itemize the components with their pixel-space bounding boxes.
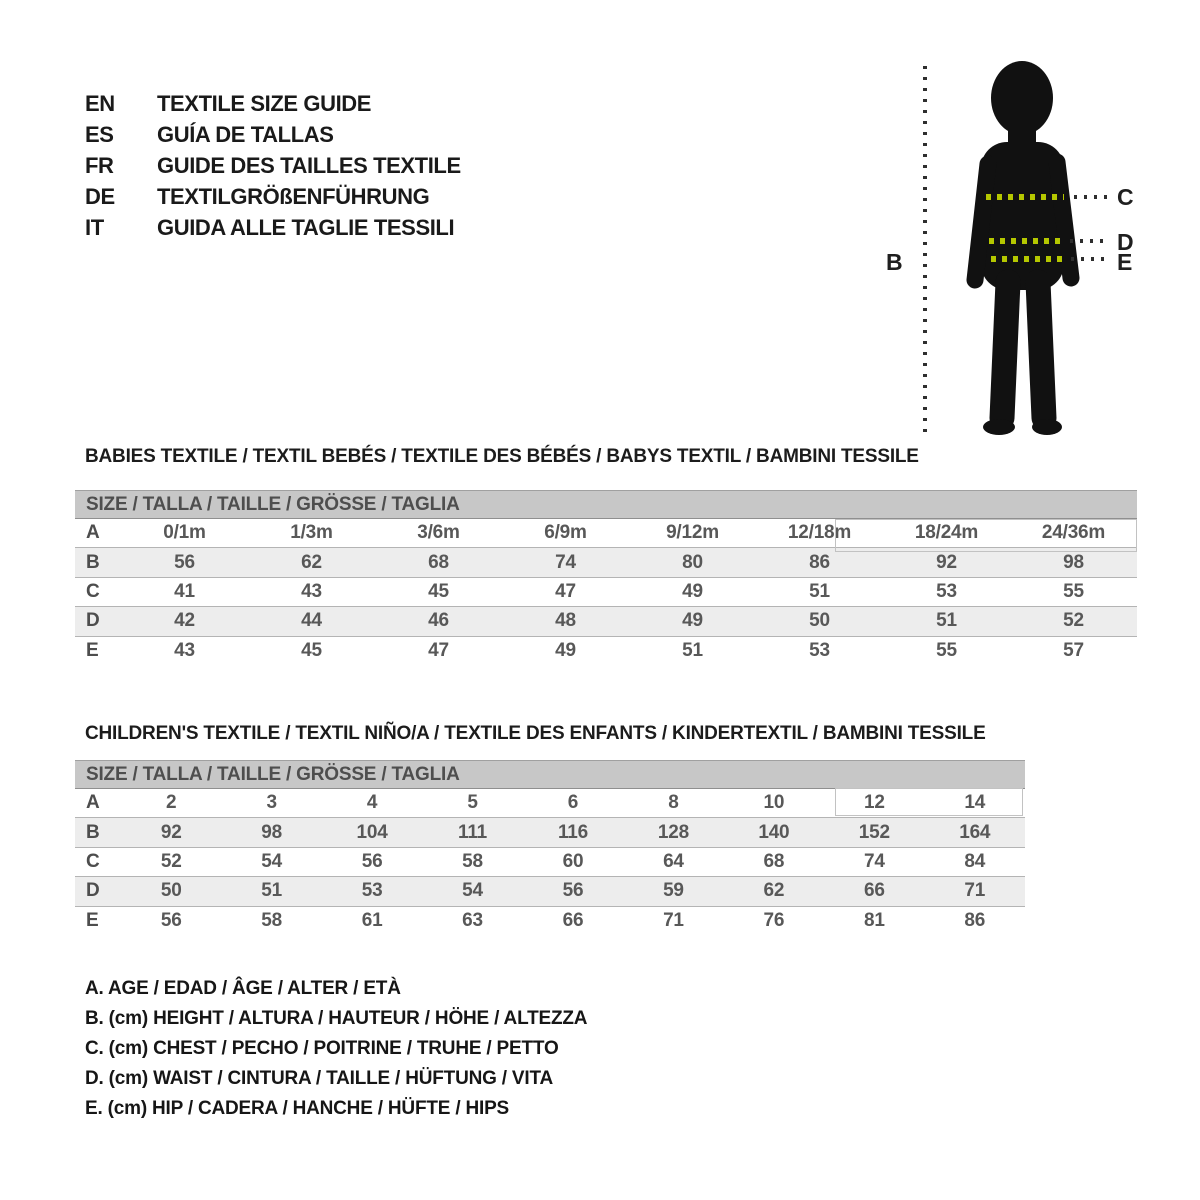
table-cell: 66	[863, 880, 885, 902]
babies-section-title: BABIES TEXTILE / TEXTIL BEBÉS / TEXTILE DES BÉBÉS / BABYS TEXTIL / BAMBINI TESSILE	[85, 446, 919, 467]
language-list	[85, 88, 461, 243]
language-row-fr	[85, 150, 461, 181]
table-cell: 45	[428, 580, 449, 602]
table-cell: 56	[174, 551, 195, 573]
table-cell: 84	[964, 850, 986, 872]
table-cell: 53	[936, 580, 957, 602]
table-cell: 66	[562, 910, 584, 932]
children-table-header: SIZE / TALLA / TAILLE / GRÖSSE / TAGLIA	[75, 760, 1025, 789]
babies-size-table	[75, 490, 1137, 666]
table-cell: 46	[428, 610, 449, 632]
table-cell: 47	[428, 640, 449, 662]
language-label: GUIDE DES TAILLES TEXTILE	[157, 152, 461, 178]
table-cell: 3/6m	[417, 522, 460, 544]
language-label: TEXTILGRÖßENFÜHRUNG	[157, 183, 430, 209]
table-cell: 2	[166, 792, 177, 814]
table-cell: 44	[301, 610, 322, 632]
language-code: EN	[85, 90, 115, 116]
table-cell: 52	[1063, 610, 1084, 632]
language-row-it	[85, 212, 461, 243]
row-label: D	[86, 880, 100, 902]
table-cell: 116	[557, 821, 589, 843]
table-cell: 53	[361, 880, 383, 902]
language-code: FR	[85, 152, 114, 178]
table-cell: 74	[555, 551, 576, 573]
table-cell: 55	[1063, 580, 1084, 602]
table-cell: 55	[936, 640, 957, 662]
row-label: A	[86, 792, 100, 814]
language-code: IT	[85, 214, 104, 240]
table-cell: 80	[682, 551, 703, 573]
table-cell: 51	[936, 610, 957, 632]
table-cell: 98	[261, 821, 283, 843]
babies-table-header: SIZE / TALLA / TAILLE / GRÖSSE / TAGLIA	[75, 490, 1137, 519]
height-label: B	[886, 249, 903, 275]
table-cell: 4	[366, 792, 378, 814]
table-cell: 92	[936, 551, 957, 573]
table-cell: 48	[555, 610, 576, 632]
chest-label: C	[1117, 184, 1134, 210]
table-cell: 64	[663, 850, 684, 872]
table-cell: 62	[763, 880, 785, 902]
table-cell: 128	[657, 821, 689, 843]
table-cell: 59	[663, 880, 684, 902]
table-cell: 86	[809, 551, 830, 573]
table-cell: 49	[555, 640, 576, 662]
table-cell: 49	[682, 580, 703, 602]
table-cell: 63	[462, 910, 483, 932]
table-cell: 62	[301, 551, 322, 573]
table-row-b	[75, 818, 1025, 847]
table-cell: 42	[174, 610, 195, 632]
language-label: TEXTILE SIZE GUIDE	[157, 90, 372, 116]
table-cell: 3	[266, 792, 277, 814]
table-row-d	[75, 607, 1137, 636]
table-row-e	[75, 637, 1137, 666]
table-cell: 74	[863, 850, 885, 872]
table-cell: 51	[682, 640, 703, 662]
table-cell: 41	[174, 580, 195, 602]
table-cell: 76	[763, 910, 785, 932]
row-label: B	[86, 821, 100, 843]
language-row-en	[85, 88, 461, 119]
table-cell: 152	[858, 821, 890, 843]
table-cell: 56	[361, 850, 383, 872]
language-label: GUÍA DE TALLAS	[157, 121, 334, 147]
table-cell: 56	[160, 910, 182, 932]
row-label: D	[86, 610, 100, 632]
language-label: GUIDA ALLE TAGLIE TESSILI	[157, 214, 455, 240]
table-cell: 68	[763, 850, 785, 872]
table-cell: 52	[160, 850, 182, 872]
table-cell: 5	[467, 792, 478, 814]
child-silhouette-figure	[850, 40, 1200, 460]
table-cell: 54	[462, 880, 483, 902]
table-cell: 50	[160, 880, 182, 902]
table-cell: 140	[758, 821, 790, 843]
legend-item-e: E. (cm) HIP / CADERA / HANCHE / HÜFTE / HIPS	[85, 1098, 510, 1119]
silhouette	[975, 61, 1071, 435]
table-cell: 71	[964, 880, 986, 902]
language-row-es	[85, 119, 461, 150]
table-cell: 12/18m	[787, 522, 852, 544]
babies-size-highlight-box	[835, 519, 1137, 552]
table-row-c	[75, 848, 1025, 877]
children-section-title: CHILDREN'S TEXTILE / TEXTIL NIÑO/A / TEXTILE DES ENFANTS / KINDERTEXTIL / BAMBINI TESSILE	[85, 723, 986, 744]
table-cell: 54	[261, 850, 283, 872]
table-cell: 6/9m	[544, 522, 587, 544]
table-cell: 56	[562, 880, 584, 902]
row-label: E	[86, 910, 99, 932]
table-cell: 58	[462, 850, 483, 872]
table-cell: 6	[567, 792, 579, 814]
row-label: A	[86, 522, 100, 544]
table-cell: 92	[160, 821, 182, 843]
table-cell: 86	[964, 910, 986, 932]
table-cell: 43	[174, 640, 195, 662]
table-cell: 12	[863, 792, 885, 814]
table-cell: 1/3m	[290, 522, 333, 544]
table-row-b	[75, 548, 1137, 577]
children-size-highlight-box	[835, 788, 1023, 816]
table-cell: 14	[964, 792, 986, 814]
table-cell: 111	[458, 821, 488, 843]
table-cell: 51	[261, 880, 283, 902]
children-size-table	[75, 760, 1025, 936]
table-cell: 71	[663, 910, 684, 932]
table-cell: 10	[763, 792, 785, 814]
legend-item-d: D. (cm) WAIST / CINTURA / TAILLE / HÜFTUNG / VITA	[85, 1068, 553, 1089]
table-cell: 47	[555, 580, 576, 602]
table-cell: 49	[682, 610, 703, 632]
row-label: C	[86, 580, 100, 602]
waist-label: D	[1117, 229, 1134, 255]
table-cell: 58	[261, 910, 283, 932]
table-cell: 60	[562, 850, 584, 872]
table-cell: 24/36m	[1041, 522, 1106, 544]
table-cell: 98	[1063, 551, 1084, 573]
table-cell: 8	[668, 792, 679, 814]
row-label: B	[86, 551, 100, 573]
measurement-legend	[85, 974, 587, 1124]
row-label: E	[86, 640, 99, 662]
table-row-e	[75, 907, 1025, 936]
table-cell: 104	[356, 821, 388, 843]
table-cell: 18/24m	[914, 522, 979, 544]
table-row-d	[75, 877, 1025, 906]
table-cell: 57	[1063, 640, 1084, 662]
legend-item-b: B. (cm) HEIGHT / ALTURA / HAUTEUR / HÖHE / ALTEZZA	[85, 1008, 588, 1029]
table-cell: 53	[809, 640, 830, 662]
table-cell: 51	[809, 580, 830, 602]
table-cell: 164	[959, 821, 991, 843]
table-cell: 9/12m	[666, 522, 719, 544]
legend-item-c: C. (cm) CHEST / PECHO / POITRINE / TRUHE / PETTO	[85, 1038, 559, 1059]
language-row-de	[85, 181, 461, 212]
table-cell: 61	[361, 910, 383, 932]
language-code: ES	[85, 121, 114, 147]
row-label: C	[86, 850, 100, 872]
table-cell: 81	[863, 910, 885, 932]
table-cell: 45	[301, 640, 322, 662]
hip-label: E	[1117, 249, 1133, 275]
table-cell: 43	[301, 580, 322, 602]
legend-item-a: A. AGE / EDAD / ÂGE / ALTER / ETÀ	[85, 978, 401, 999]
table-cell: 0/1m	[163, 522, 206, 544]
table-row-c	[75, 578, 1137, 607]
table-cell: 50	[809, 610, 830, 632]
language-code: DE	[85, 183, 115, 209]
table-cell: 68	[428, 551, 449, 573]
